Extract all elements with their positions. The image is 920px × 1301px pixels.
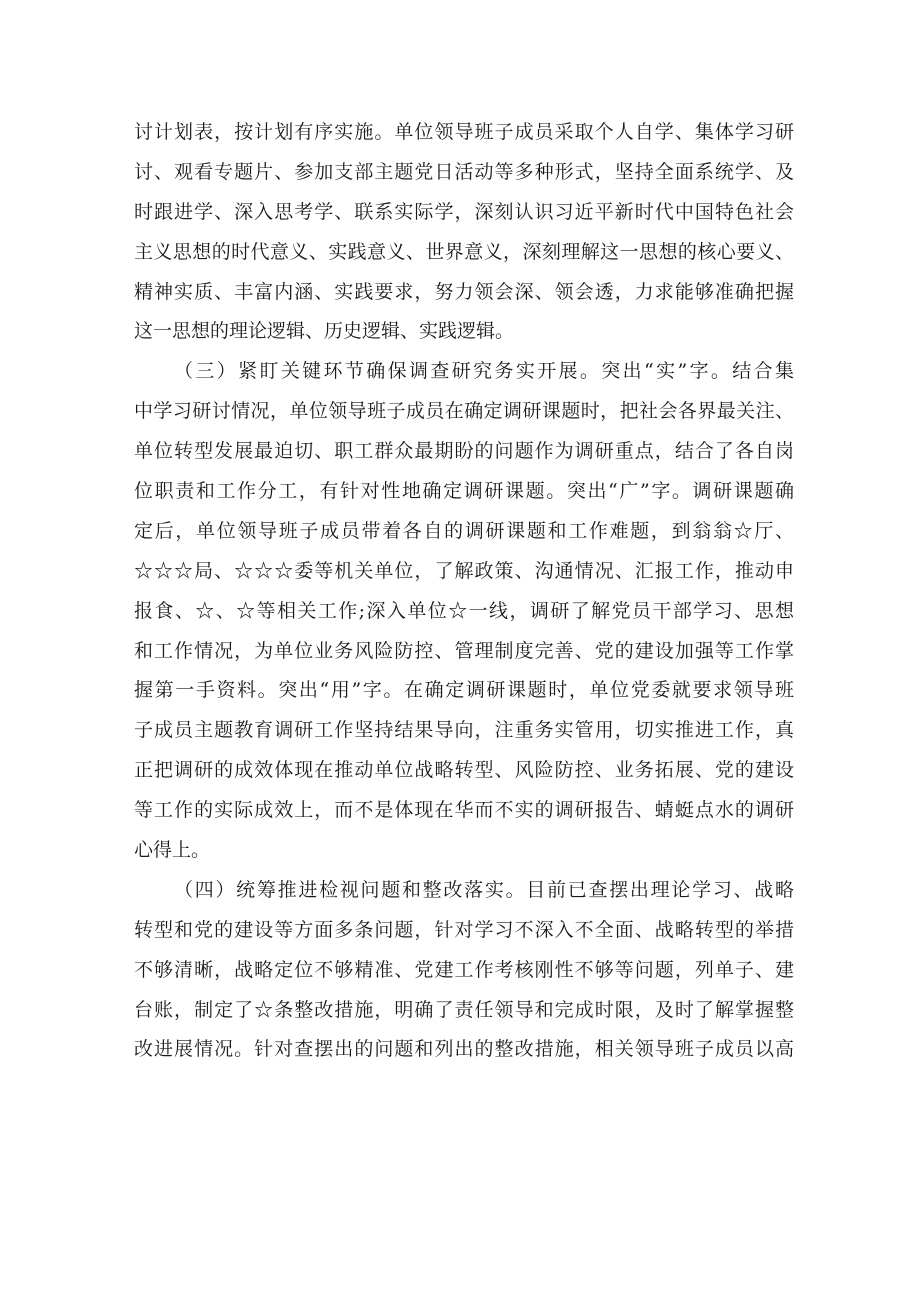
text-line: 正把调研的成效体现在推动单位战略转型、风险防控、业务拓展、党的建设 (134, 759, 794, 782)
text-line: 台账，制定了☆条整改措施，明确了责任领导和完成时限，及时了解掌握整 (134, 998, 794, 1021)
text-line: 心得上。 (134, 839, 211, 862)
text-line: 和工作情况，为单位业务风险防控、管理制度完善、党的建设加强等工作掌 (134, 639, 794, 662)
text-line: 单位转型发展最迫切、职工群众最期盼的问题作为调研重点，结合了各自岗 (134, 440, 794, 463)
text-line: ☆☆☆局、☆☆☆委等机关单位，了解政策、沟通情况、汇报工作，推动申 (134, 559, 794, 582)
text-line: 中学习研讨情况，单位领导班子成员在确定调研课题时，把社会各界最关注、 (134, 400, 794, 423)
text-line: 时跟进学、深入思考学、联系实际学，深刻认识习近平新时代中国特色社会 (134, 200, 794, 223)
text-line: 精神实质、丰富内涵、实践要求，努力领会深、领会透，力求能够准确把握 (134, 280, 794, 303)
paragraph-section-four (134, 871, 794, 1070)
text-line: 握第一手资料。突出“用”字。在确定调研课题时，单位党委就要求领导班 (134, 679, 794, 702)
text-line: 转型和党的建设等方面多条问题，针对学习不深入不全面、战略转型的举措 (134, 918, 794, 941)
text-line: 定后，单位领导班子成员带着各自的调研课题和工作难题，到翁翁☆厅、 (134, 519, 794, 542)
text-line: 位职责和工作分工，有针对性地确定调研课题。突出“广”字。调研课题确 (134, 480, 794, 503)
text-line: 不够清晰，战略定位不够精准、党建工作考核刚性不够等问题，列单子、建 (134, 958, 794, 981)
paragraph-section-three (134, 352, 794, 871)
document-body (134, 113, 794, 1070)
section-heading-line: （四）统筹推进检视问题和整改落实。目前已查摆出理论学习、战略 (174, 878, 794, 901)
text-line: 主义思想的时代意义、实践意义、世界意义，深刻理解这一思想的核心要义、 (134, 240, 794, 263)
text-line: 改进展情况。针对查摆出的问题和列出的整改措施，相关领导班子成员以高 (134, 1038, 794, 1061)
paragraph-study (134, 113, 794, 352)
text-line: 这一思想的理论逻辑、历史逻辑、实践逻辑。 (134, 320, 515, 343)
text-line: 子成员主题教育调研工作坚持结果导向，注重务实管用，切实推进工作，真 (134, 719, 794, 742)
section-heading-line: （三）紧盯关键环节确保调查研究务实开展。突出“实”字。结合集 (174, 360, 794, 383)
text-line: 讨、观看专题片、参加支部主题党日活动等多种形式，坚持全面系统学、及 (134, 160, 794, 183)
text-line: 等工作的实际成效上，而不是体现在华而不实的调研报告、蜻蜓点水的调研 (134, 799, 794, 822)
text-line: 讨计划表，按计划有序实施。单位领导班子成员采取个人自学、集体学习研 (134, 121, 794, 143)
text-line: 报食、☆、☆等相关工作;深入单位☆一线，调研了解党员干部学习、思想 (134, 599, 794, 622)
